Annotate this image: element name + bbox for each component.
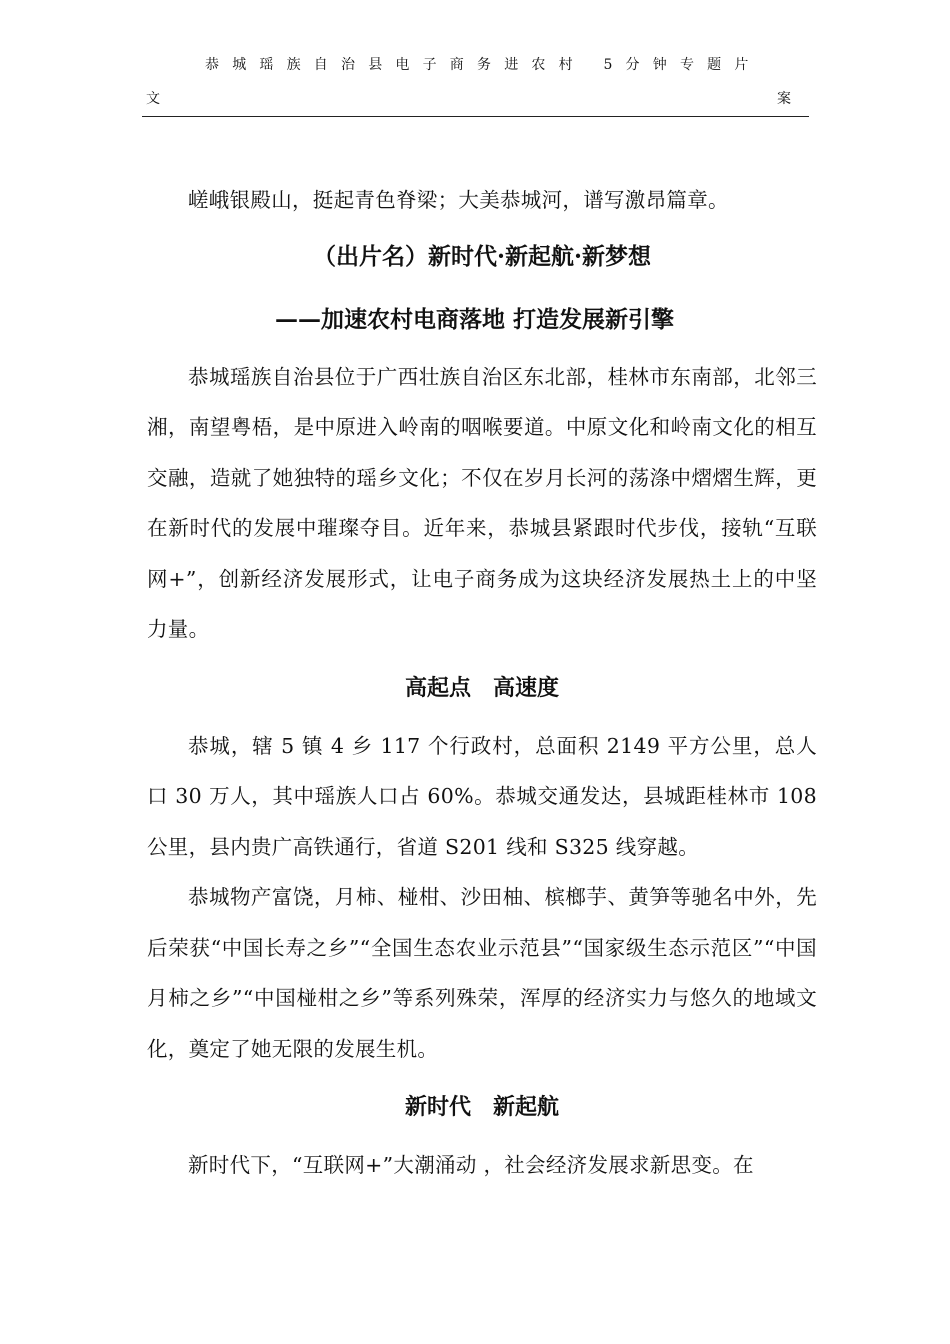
page-header xyxy=(142,50,809,117)
paragraph-new-era: 新时代下，“互联网+”大潮涌动 ，社会经济发展求新思变。在 xyxy=(188,1153,754,1177)
document-title: （出片名）新时代·新起航·新梦想 xyxy=(312,242,651,270)
section-heading-high-start: 高起点 高速度 xyxy=(404,674,559,701)
document-subtitle: ——加速农村电商落地 打造发展新引擎 xyxy=(275,305,675,333)
paragraph-overview: 恭城，辖 5 镇 4 乡 117 个行政村，总面积 2149 平方公里，总人口 30 万人，其中瑶族人口占 60%。恭城交通发达，县城距桂林市 108 公里，县内贵广高铁通行，省道 S201 线和 S325 线穿越。 xyxy=(147,733,817,859)
header-title: 恭城瑶族自治县电子商务进农村 5分钟专题片 xyxy=(205,57,762,73)
paragraph-products: 恭城物产富饶，月柿、椪柑、沙田柚、槟榔芋、黄笋等驰名中外，先后荣获“中国长寿之乡”“全国生态农业示范县”“国家级生态示范区”“中国月柿之乡”“中国椪柑之乡”等系列殊荣，浑厚的经济实力与悠久的地域文化，奠定了她无限的发展生机。 xyxy=(147,885,817,1061)
document-body xyxy=(147,175,817,1191)
section-heading-new-era: 新时代 新起航 xyxy=(404,1094,559,1120)
header-title-continuation-right: 案 xyxy=(777,91,791,107)
paragraph-intro: 恭城瑶族自治县位于广西壮族自治区东北部，桂林市东南部，北邻三湘，南望粤梧，是中原进入岭南的咽喉要道。中原文化和岭南文化的相互交融，造就了她独特的瑶乡文化；不仅在岁月长河的荡涤中熠熠生辉，更在新时代的发展中璀璨夺目。近年来，恭城县紧跟时代步伐，接轨“互联网+”，创新经济发展形式，让电子商务成为这块经济发展热土上的中坚力量。 xyxy=(147,364,817,641)
intro-line: 嵯峨银殿山，挺起青色脊梁；大美恭城河，谱写激昂篇章。 xyxy=(188,188,729,212)
header-title-continuation-left: 文 xyxy=(146,91,160,107)
